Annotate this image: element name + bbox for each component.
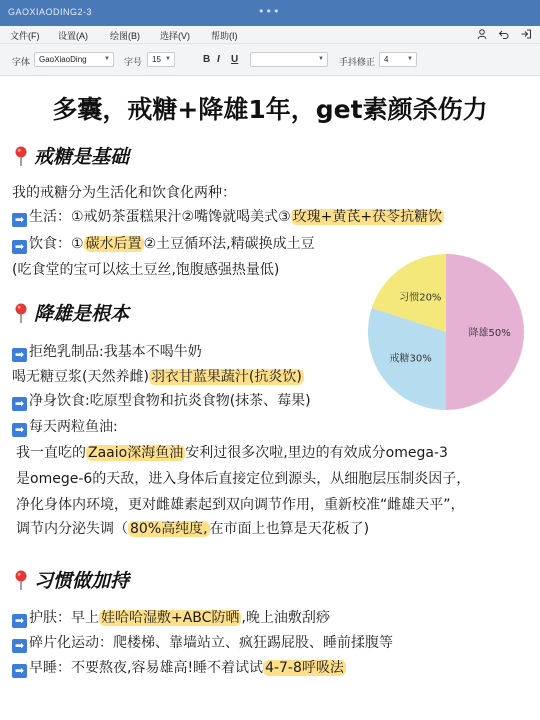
section-heading-sugar [10,142,129,169]
correction-select[interactable] [379,52,417,67]
arrow-right-icon: ➡ [12,664,27,678]
text-line: 净化身体内环境，更对雌雄素起到双向调节作用，重新校准“雌雄天平”， [16,497,465,513]
correction-select-value: 4 [384,55,389,64]
menu-select[interactable]: 选择(V) [160,31,190,41]
text-line: 喝无糖豆浆(天然养雌) 羽衣甘蓝果蔬汁(抗炎饮) [12,369,302,385]
pie-label-习惯: 习惯20% [399,292,442,304]
undo-icon[interactable] [498,28,510,40]
text-line: 是omege-6的天敌，进入身体后直接定位到源头，从细胞层压制炎因子， [16,471,471,487]
pie-chart [366,252,526,412]
title-bar [0,0,540,26]
pie-label-戒糖: 戒糖30% [389,353,432,365]
text-line: ➡ 碎片化运动：爬楼梯、靠墙站立、疯狂踢屁股、睡前揉腹等 [12,632,393,653]
text-line: ➡ 净身饮食:吃原型食物和抗炎食物(抹茶、莓果) [12,390,311,411]
menu-bar [0,26,540,44]
section-title: 习惯做加持 [34,570,130,592]
highlight: 娃哈哈湿敷+ABC防晒 [101,610,240,626]
bold-button[interactable]: B [203,54,211,65]
document-canvas[interactable] [0,76,540,720]
highlight: 4-7-8呼吸法 [265,660,344,676]
text-line: ➡ 生活：①戒奶茶蛋糕果汁②嘴馋就喝美式③ 玫瑰+黄芪+茯苓抗糖饮 [12,206,444,227]
pin-icon [10,569,32,591]
exit-icon[interactable] [520,28,532,40]
font-select-value: GaoXiaoDing [39,55,87,64]
chevron-down-icon: ▼ [165,56,171,62]
text-line: ➡ 拒绝乳制品:我基本不喝牛奶 [12,341,202,362]
arrow-right-icon: ➡ [12,423,27,437]
pin-icon [10,145,32,167]
text-line: (吃食堂的宝可以炫土豆丝,饱腹感强热量低) [12,262,280,278]
arrow-right-icon: ➡ [12,397,27,411]
format-toolbar [0,44,540,76]
text-line: 我一直吃的 Zaaio深海鱼油 安利过很多次啦,里边的有效成分omega-3 [16,445,448,461]
pin-icon [10,302,32,324]
arrow-right-icon: ➡ [12,614,27,628]
user-icon[interactable] [476,28,488,40]
window-dots[interactable]: ••• [258,5,281,18]
text-line: ➡ 每天两粒鱼油: [12,416,118,437]
menu-draw[interactable]: 绘图(B) [110,31,140,41]
highlight: 玫瑰+黄芪+茯苓抗糖饮 [292,209,443,225]
text-line: ➡ 饮食：① 碳水后置 ②土豆循环法,精碳换成土豆 [12,233,315,254]
size-label: 字号 [124,57,143,67]
page-title: 多囊，戒糖+降雄1年，get素颜杀伤力 [52,95,488,124]
size-select-value: 15 [152,55,161,64]
menu-help[interactable]: 帮助(I) [211,31,238,41]
menu-settings[interactable]: 设置(A) [58,31,88,41]
pie-label-降雄: 降雄50% [468,328,511,339]
arrow-right-icon: ➡ [12,213,27,227]
highlight: 碳水后置 [85,236,142,252]
chevron-down-icon: ▼ [407,56,413,62]
chevron-down-icon: ▼ [318,56,324,62]
highlight: Zaaio深海鱼油 [88,445,184,461]
highlight: 80%高纯度, [130,521,208,537]
highlight: 羽衣甘蓝果蔬汁(抗炎饮) [150,369,302,385]
arrow-right-icon: ➡ [12,639,27,653]
app-title: GAOXIAODING2-3 [8,7,93,17]
chevron-down-icon: ▼ [104,56,110,62]
italic-button[interactable]: I [217,54,220,65]
text-line: ➡ 护肤：早上 娃哈哈湿敷+ABC防晒 ,晚上油敷刮痧 [12,607,330,628]
section-title: 戒糖是基础 [34,146,130,168]
correction-label: 手抖修正 [339,57,376,67]
color-select[interactable] [250,52,328,67]
text-line: 调节内分泌失调（ 80%高纯度, 在市面上也算是天花板了) [16,521,370,537]
menu-icons [476,28,532,40]
size-select[interactable] [147,52,175,67]
menu-file[interactable]: 文件(F) [10,31,40,41]
section-heading-androgen [10,299,129,326]
text-line: ➡ 早睡：不要熬夜,容易雄高!睡不着试试 4-7-8呼吸法 [12,657,346,678]
section-heading-habits [10,566,129,593]
font-select[interactable] [34,52,114,67]
arrow-right-icon: ➡ [12,348,27,362]
section-title: 降雄是根本 [34,303,130,325]
underline-button[interactable]: U [231,54,239,65]
text-line: 我的戒糖分为生活化和饮食化两种： [12,185,236,201]
font-label: 字体 [12,57,31,67]
arrow-right-icon: ➡ [12,240,27,254]
